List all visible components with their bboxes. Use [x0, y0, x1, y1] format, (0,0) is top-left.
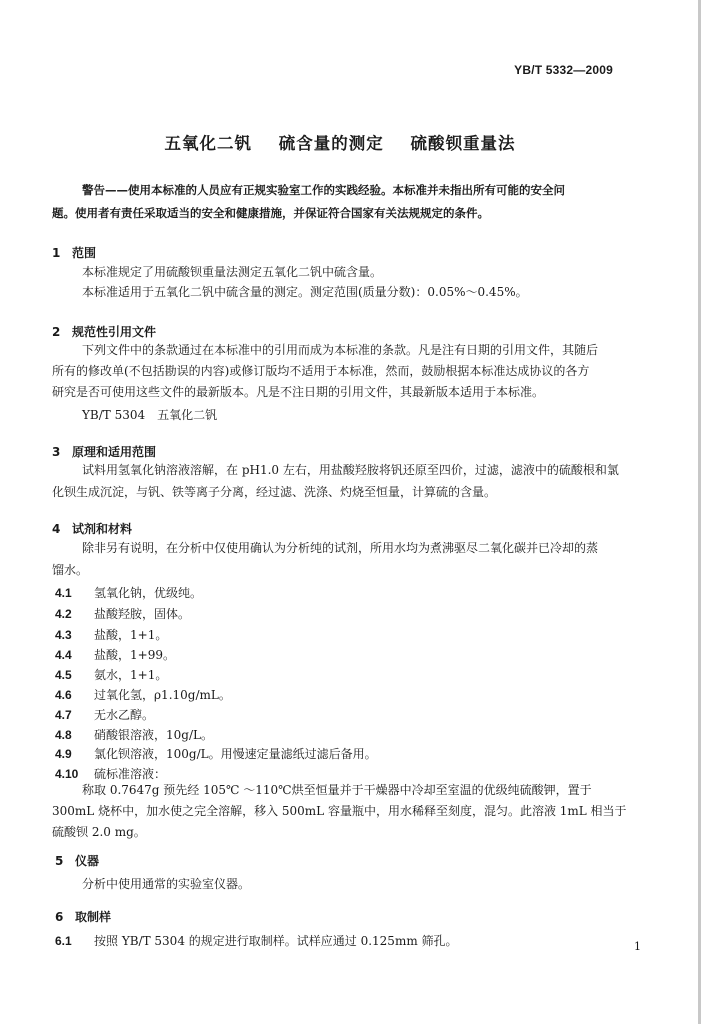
list-item: 4.2 盐酸羟胺，固体。 [55, 607, 191, 621]
warning-line-2: 题。使用者有责任采取适当的安全和健康措施，并保证符合国家有关法规规定的条件。 [52, 206, 489, 220]
list-item: 4.7 无水乙醇。 [55, 708, 155, 722]
page-number: 1 [634, 940, 641, 953]
title-part-3: 硫酸钡重量法 [410, 134, 516, 153]
section-heading-5: 5 仪器 [55, 854, 100, 868]
section-1-line-2: 本标准适用于五氧化二钒中硫含量的测定。测定范围(质量分数)：0.05%～0.45%。 [82, 285, 528, 299]
section-4-line-2: 馏水。 [52, 563, 89, 577]
item-4-10-line-3: 硫酸钡 2.0 mg。 [52, 825, 146, 839]
section-3-line-1: 试料用氢氧化钠溶液溶解，在 pH1.0 左右，用盐酸羟胺将钒还原至四价，过滤，滤液中的硫酸根和氯 [82, 463, 619, 477]
section-4-line-1: 除非另有说明，在分析中仅使用确认为分析纯的试剂，所用水均为煮沸驱尽二氧化碳并已冷却的蒸 [82, 541, 599, 555]
section-heading-3: 3 原理和适用范围 [52, 445, 157, 459]
section-heading-6: 6 取制样 [55, 910, 112, 924]
list-item: 4.8 硝酸银溶液，10g/L。 [55, 728, 213, 742]
list-item: 4.3 盐酸，1+1。 [55, 628, 168, 642]
list-item: 4.6 过氧化氢，ρ1.10g/mL。 [55, 688, 231, 702]
warning-line-1: 警告——使用本标准的人员应有正规实验室工作的实践经验。本标准并未指出所有可能的安全问 [82, 183, 565, 197]
section-2-line-2: 所有的修改单(不包括勘误的内容)或修订版均不适用于本标准，然而，鼓励根据本标准达成协议的各方 [52, 364, 590, 378]
section-2-line-3: 研究是否可使用这些文件的最新版本。凡是不注日期的引用文件，其最新版本适用于本标准。 [52, 385, 545, 399]
list-item: 4.4 盐酸，1+99。 [55, 648, 175, 662]
item-4-10-line-1: 称取 0.7647g 预先经 105℃ ～110℃烘至恒量并于干燥器中冷却至室温的优级纯硫酸钾，置于 [82, 783, 592, 797]
standard-number: YB/T 5332—2009 [514, 63, 613, 77]
section-heading-1: 1 范围 [52, 246, 97, 260]
item-4-10-line-2: 300mL 烧杯中，加水使之完全溶解，移入 500mL 容量瓶中，用水稀释至刻度，混匀。此溶液 1mL 相当于 [52, 804, 627, 818]
section-3-line-2: 化钡生成沉淀，与钒、铁等离子分离，经过滤、洗涤、灼烧至恒量，计算硫的含量。 [52, 485, 497, 499]
section-2-reference: YB/T 5304 五氧化二钒 [82, 408, 218, 422]
list-item: 4.9 氯化钡溶液，100g/L。用慢速定量滤纸过滤后备用。 [55, 747, 377, 761]
title-part-2: 硫含量的测定 [278, 134, 384, 153]
document-title [0, 130, 680, 154]
list-item: 4.5 氨水，1+1。 [55, 668, 168, 682]
section-heading-4: 4 试剂和材料 [52, 522, 133, 536]
section-heading-2: 2 规范性引用文件 [52, 325, 157, 339]
list-item: 6.1 按照 YB/T 5304 的规定进行取制样。试样应通过 0.125mm 筛孔。 [55, 934, 458, 948]
section-2-line-1: 下列文件中的条款通过在本标准中的引用而成为本标准的条款。凡是注有日期的引用文件，其随后 [82, 343, 599, 357]
list-item: 4.1 氢氧化钠，优级纯。 [55, 586, 203, 600]
section-1-line-1: 本标准规定了用硫酸钡重量法测定五氧化二钒中硫含量。 [82, 265, 383, 279]
list-item: 4.10 硫标准溶液： [55, 767, 167, 781]
section-5-line-1: 分析中使用通常的实验室仪器。 [82, 877, 251, 891]
title-part-1: 五氧化二钒 [164, 134, 252, 153]
